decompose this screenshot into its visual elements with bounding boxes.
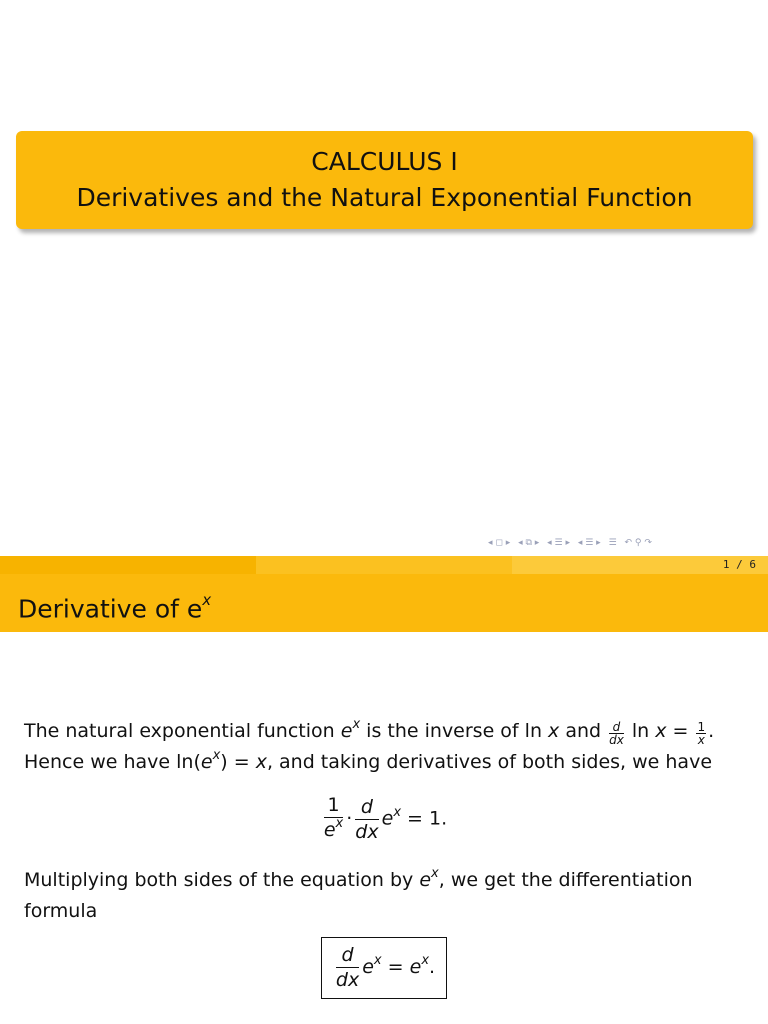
math-x: x	[548, 720, 560, 742]
frac-numerator: d	[355, 795, 378, 820]
frame-title	[18, 588, 211, 624]
math-x: x	[655, 720, 667, 742]
course-title: CALCULUS I	[311, 147, 458, 176]
frame-title-superscript: x	[202, 591, 212, 609]
frac-numerator: 1	[324, 793, 343, 818]
math-sup-x: x	[373, 953, 382, 968]
fraction-d-dx	[609, 721, 624, 746]
text: Hence we have ln(	[24, 751, 201, 773]
math-e: e	[409, 956, 422, 978]
frac-numerator: d	[609, 721, 624, 734]
math-e: e	[362, 956, 374, 978]
text: = 1.	[401, 807, 448, 830]
beamer-navigation-bar	[488, 538, 657, 552]
nav-doc-icon[interactable]: ☰	[608, 538, 617, 548]
text: is the inverse of ln	[360, 720, 549, 742]
text: The natural exponential function	[24, 720, 341, 742]
math-sup-x: x	[335, 816, 344, 831]
equation-derivation	[0, 793, 768, 845]
math-x: x	[255, 751, 267, 773]
math-sup-x: x	[212, 748, 221, 763]
nav-section-icon[interactable]: ◂ ☰ ▸	[547, 538, 570, 548]
paragraph-intro	[24, 717, 754, 779]
text: ) =	[220, 751, 256, 773]
text: and	[559, 720, 608, 742]
frame-title-text: Derivative of e	[18, 594, 203, 624]
math-sup-x: x	[421, 953, 430, 968]
cdot: ·	[346, 807, 353, 830]
text: =	[666, 720, 695, 742]
nav-part-icon[interactable]: ◂ ☰ ▸	[577, 538, 601, 548]
nav-frame-icon[interactable]: ◂ ◻ ▸	[488, 538, 511, 548]
fraction-1-x	[696, 721, 706, 746]
math-sup-x: x	[352, 717, 361, 732]
frame-title-bar	[0, 574, 768, 632]
frac-denominator: dx	[609, 733, 624, 747]
frac-denominator: dx	[335, 969, 360, 991]
header-strip-left	[0, 556, 256, 574]
frac-denominator	[324, 818, 343, 845]
boxed-formula	[321, 937, 447, 999]
text: , we get the differentiation formula	[24, 869, 693, 922]
text: .	[708, 720, 715, 742]
math-sup-x: x	[393, 804, 402, 820]
frac-denominator: dx	[355, 820, 379, 843]
text: ln	[625, 720, 656, 742]
math-e: e	[323, 819, 336, 841]
text: .	[429, 956, 436, 978]
title-block	[16, 131, 753, 229]
math-e: e	[381, 807, 394, 830]
frac-numerator: d	[336, 943, 359, 968]
text: Multiplying both sides of the equation by	[24, 869, 420, 891]
math-e: e	[419, 869, 432, 891]
lecture-title: Derivatives and the Natural Exponential Function	[76, 183, 693, 212]
nav-back-search-forward-icon[interactable]: ↶ ⚲ ↷	[624, 538, 652, 548]
header-strip-middle	[256, 556, 512, 574]
text: , and taking derivatives of both sides, we have	[266, 751, 713, 773]
nav-subsection-icon[interactable]: ◂ ⧉ ▸	[518, 538, 540, 548]
fraction-1-over-ex	[324, 793, 343, 845]
frac-numerator: 1	[697, 720, 706, 734]
math-sup-x: x	[431, 866, 439, 881]
page-number: 1 / 6	[722, 558, 756, 571]
formula-content	[322, 943, 446, 992]
paragraph-multiplying	[24, 866, 754, 925]
fraction-d-dx	[355, 795, 378, 844]
math-e: e	[200, 751, 213, 773]
frac-denominator: x	[697, 733, 705, 747]
fraction-d-dx	[336, 943, 359, 992]
text: =	[381, 956, 410, 978]
math-e: e	[340, 720, 353, 742]
